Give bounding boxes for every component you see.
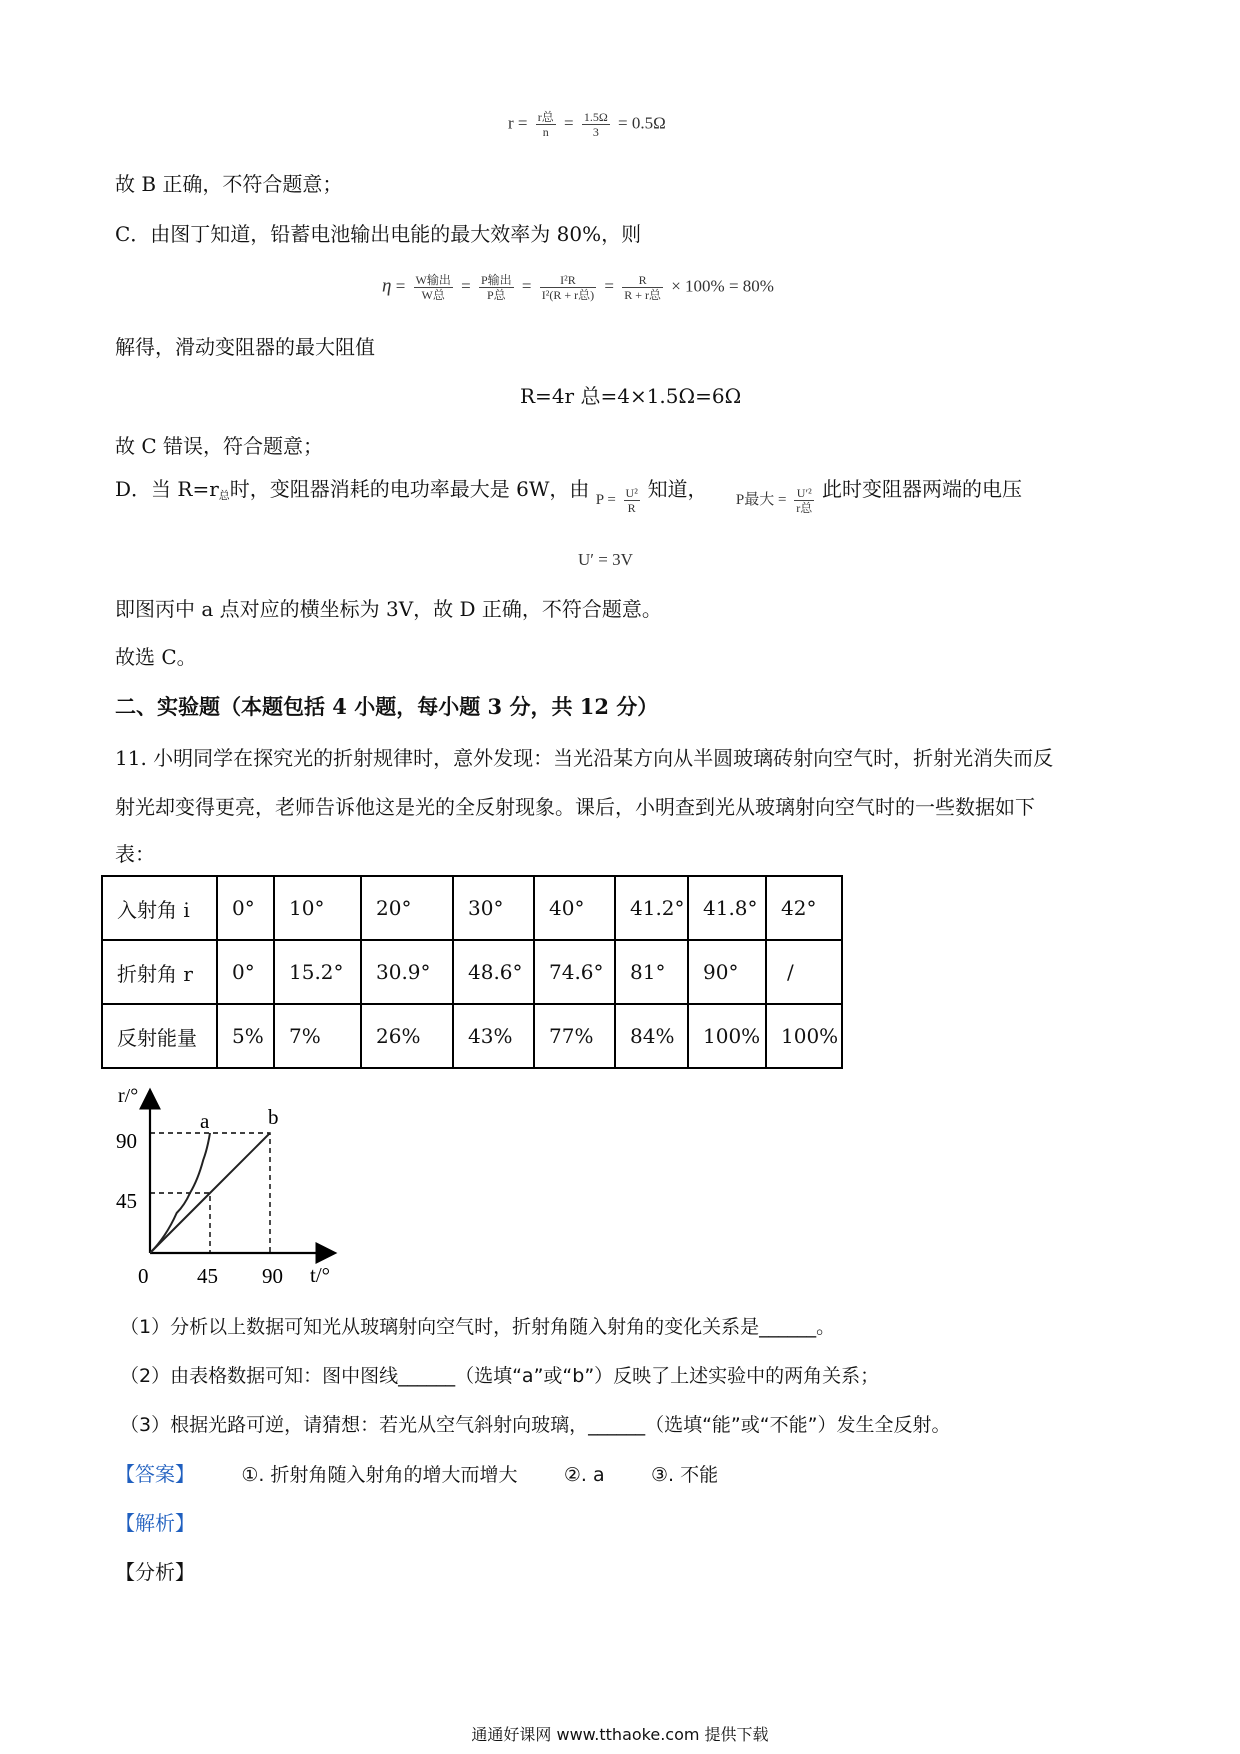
table-cell: 42°: [766, 876, 842, 940]
table-cell: 0°: [217, 940, 274, 1004]
table-cell: 41.2°: [615, 876, 688, 940]
formula-r-lhs: r: [508, 113, 514, 133]
table-cell: 77%: [534, 1004, 615, 1068]
line-b-label: b: [268, 1105, 279, 1129]
sub-question-1: （1）分析以上数据可知光从玻璃射向空气时，折射角随入射角的变化关系是______。: [120, 1316, 836, 1338]
formula-voltage: U′ = 3V: [578, 550, 633, 569]
question-line-1: 11. 小明同学在探究光的折射规律时，意外发现：当光沿某方向从半圆玻璃砖射向空气时，折射光消失而反: [115, 746, 1054, 770]
table-cell: 100%: [766, 1004, 842, 1068]
table-cell: 74.6°: [534, 940, 615, 1004]
answer-2: ②. a: [563, 1464, 605, 1486]
answer-3: ③. 不能: [650, 1464, 719, 1486]
y-tick-45: 45: [116, 1189, 137, 1213]
table-cell: 81°: [615, 940, 688, 1004]
fraction: $\frac{\text{I²R}}{\text{I²(R + r总)}}$: [541, 273, 595, 302]
formula-r-result: 0.5Ω: [631, 113, 666, 133]
fenxi-tag: 【分析】: [115, 1560, 195, 1584]
table-cell: 26%: [361, 1004, 453, 1068]
x-axis-label: t/°: [310, 1263, 331, 1287]
row-label: 折射角 r: [102, 940, 217, 1004]
choose-line: 故选 C。: [115, 645, 197, 669]
fraction: $\frac{\text{W输出}}{\text{W总}}$: [415, 273, 451, 302]
y-tick-90: 90: [116, 1129, 137, 1153]
formula-internal-resistance: r = $\frac{\text{r总}}{n}$ = $\frac{1.5\Omega}{3}$ = 0.5Ω: [508, 110, 666, 139]
answer-1: ①. 折射角随入射角的增大而增大: [241, 1464, 518, 1486]
table-cell: 84%: [615, 1004, 688, 1068]
row-label: 入射角 i: [102, 876, 217, 940]
curve-a-label: a: [200, 1109, 210, 1133]
origin-label: 0: [138, 1264, 149, 1288]
section-heading: 二、实验题（本题包括 4 小题，每小题 3 分，共 12 分）: [115, 694, 659, 719]
c-conclusion: 故 C 错误，符合题意；: [115, 434, 324, 458]
c-intro: C．由图丁知道，铅蓄电池输出电能的最大效率为 80%，则: [115, 222, 642, 246]
answer-tag: 【答案】: [115, 1462, 195, 1486]
sub-question-3: （3）根据光路可逆，请猜想：若光从空气斜射向玻璃，______（选填“能”或“不能”）发生全反射。: [120, 1414, 951, 1436]
d-line: D．当 $R=r_总$时，变阻器消耗的电功率最大是 6W，由 $_{P = \frac{\text{U²}}{R}}$ 知道， $_{P最大 = \frac{\text{U′²}}{\text{r总}}}$ 此时变阻器两端的电压: [115, 477, 1022, 516]
x-tick-90: 90: [262, 1264, 283, 1288]
table-cell: 43%: [453, 1004, 534, 1068]
table-row: [102, 940, 842, 1004]
table-cell: 7%: [274, 1004, 361, 1068]
fraction: $\frac{\text{r总}}{n}$: [537, 110, 554, 139]
question-line-2: 射光却变得更亮，老师告诉他这是光的全反射现象。课后，小明查到光从玻璃射向空气时的一些数据如下: [115, 795, 1035, 819]
formula-eta-tail: × 100% = 80%: [671, 276, 774, 296]
table-row: [102, 876, 842, 940]
formula-max-resistance: R=4r 总=4×1.5Ω=6Ω: [520, 384, 742, 408]
answer-line: [115, 1460, 718, 1489]
table-cell: /: [766, 940, 842, 1004]
y-axis-label: r/°: [118, 1085, 139, 1107]
question-line-3: 表：: [115, 842, 155, 866]
table-cell: 5%: [217, 1004, 274, 1068]
table-cell: 100%: [688, 1004, 766, 1068]
table-cell: 41.8°: [688, 876, 766, 940]
fraction: $\frac{\text{P输出}}{\text{P总}}$: [480, 273, 512, 302]
a-point-line: 即图丙中 a 点对应的横坐标为 3V，故 D 正确，不符合题意。: [115, 597, 662, 621]
formula-power: P = U² R: [595, 486, 638, 516]
data-table: [101, 875, 843, 1069]
refraction-graph: [100, 1080, 360, 1300]
x-tick-45: 45: [197, 1264, 218, 1288]
table-cell: 10°: [274, 876, 361, 940]
footer: 通通好课网 www.tthaoke.com 提供下载: [471, 1725, 769, 1744]
table-cell: 40°: [534, 876, 615, 940]
fraction: $\frac{1.5\Omega}{3}$: [583, 110, 608, 139]
formula-efficiency: η = $\frac{\text{W输出}}{\text{W总}}$ = $\frac{\text{P输出}}{\text{P总}}$ = $\frac{\text{I²R}}{\text{I²(R + r总)}}$ = $\frac{R}{\text{R + r总}}$ × 100% = 80%: [382, 273, 774, 302]
b-conclusion: 故 B 正确，不符合题意；: [115, 172, 343, 196]
formula-power-max: P最大 = U′² r总: [735, 486, 813, 516]
table-row: [102, 1004, 842, 1068]
row-label: 反射能量: [102, 1004, 217, 1068]
table-cell: 30.9°: [361, 940, 453, 1004]
solve-line: 解得，滑动变阻器的最大阻值: [115, 335, 375, 359]
table-cell: 15.2°: [274, 940, 361, 1004]
table-cell: 0°: [217, 876, 274, 940]
formula-eta-lhs: η: [382, 275, 392, 297]
analysis-tag: 【解析】: [115, 1511, 195, 1535]
sub-question-2: （2）由表格数据可知：图中图线______（选填“a”或“b”）反映了上述实验中的两角关系；: [120, 1365, 880, 1387]
table-cell: 48.6°: [453, 940, 534, 1004]
table-cell: 90°: [688, 940, 766, 1004]
table-cell: 30°: [453, 876, 534, 940]
table-cell: 20°: [361, 876, 453, 940]
fraction: $\frac{R}{\text{R + r总}}$: [624, 273, 661, 302]
